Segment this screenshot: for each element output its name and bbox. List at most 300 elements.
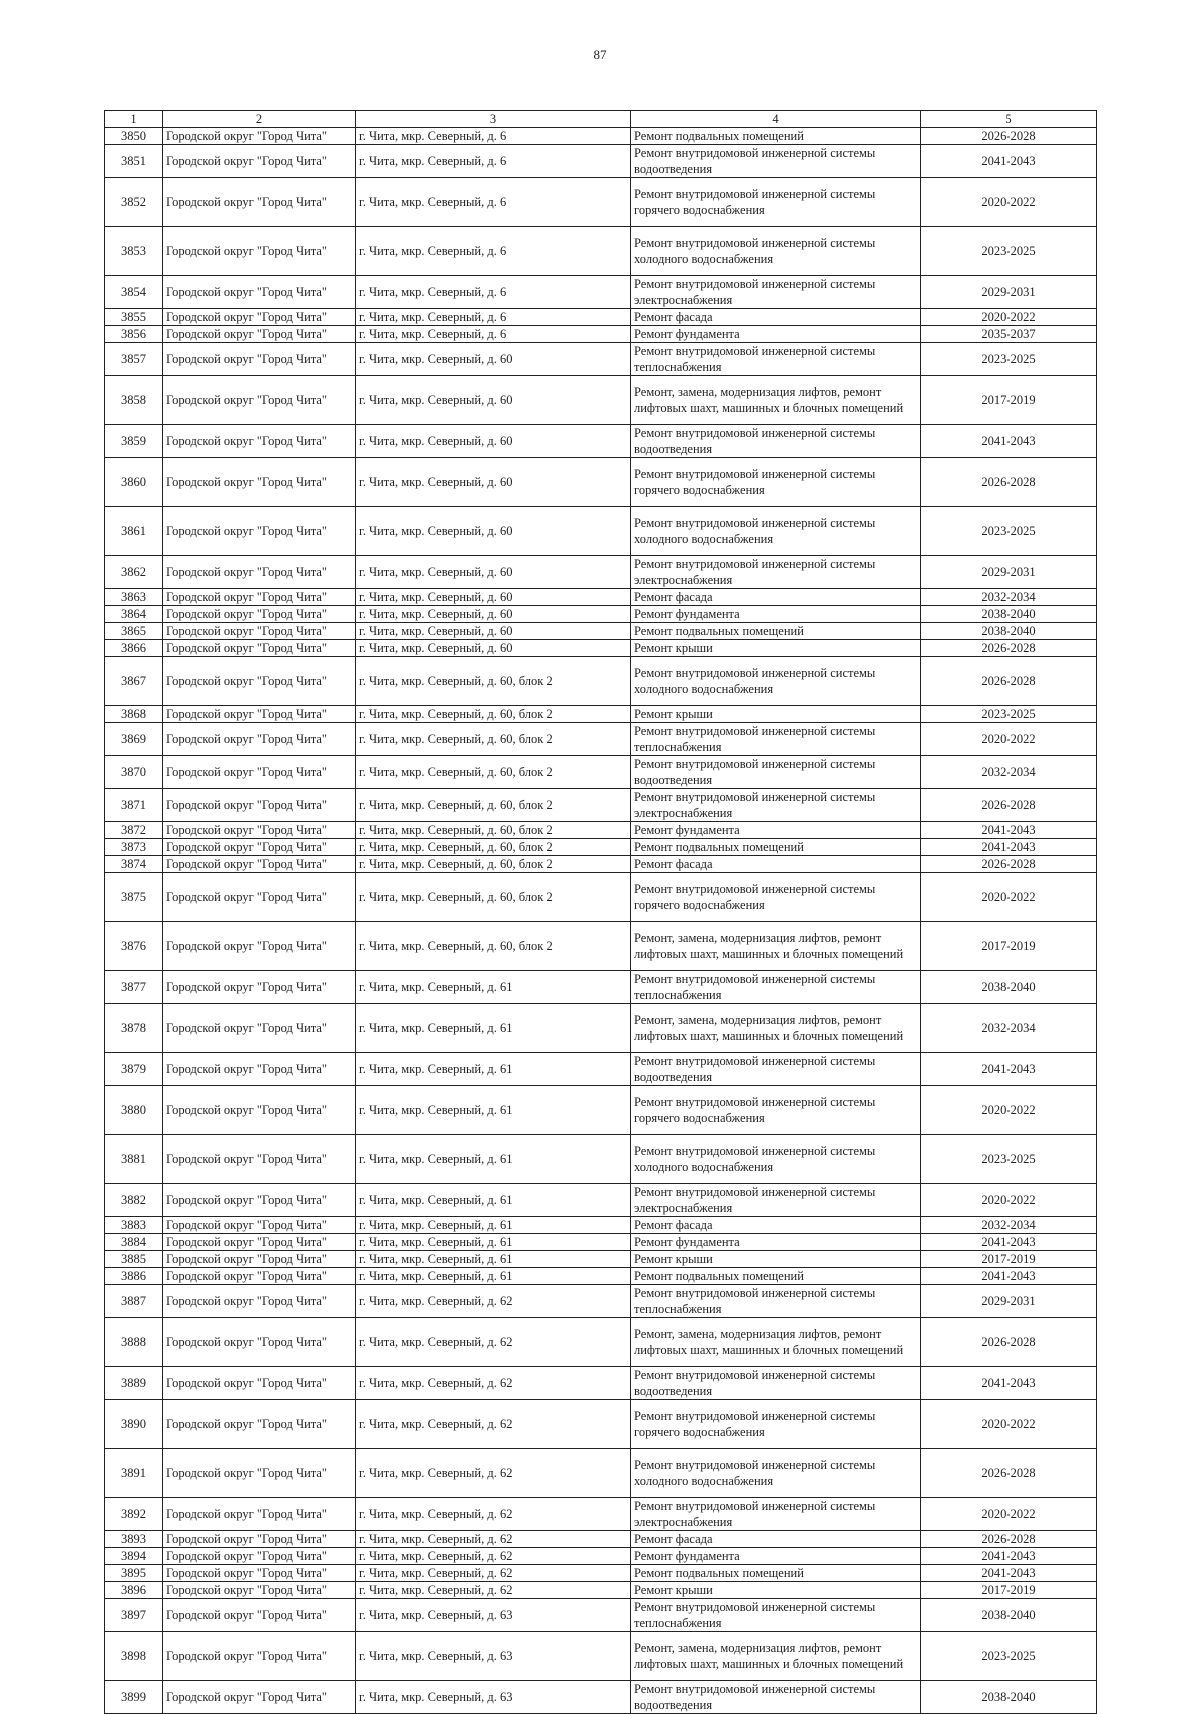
row-number-cell: 3890: [105, 1400, 163, 1449]
period-cell: 2032-2034: [921, 1004, 1097, 1053]
address-cell: г. Чита, мкр. Северный, д. 61: [356, 1053, 631, 1086]
row-number-cell: 3869: [105, 723, 163, 756]
municipality-cell: Городской округ "Город Чита": [163, 789, 356, 822]
table-row: [105, 1449, 1097, 1498]
row-number-cell: 3867: [105, 657, 163, 706]
table-row: [105, 1599, 1097, 1632]
address-cell: г. Чита, мкр. Северный, д. 60: [356, 458, 631, 507]
work-type-cell: Ремонт фасада: [631, 856, 921, 873]
address-cell: г. Чита, мкр. Северный, д. 61: [356, 1234, 631, 1251]
work-type-cell: Ремонт внутридомовой инженерной системы горячего водоснабжения: [631, 1400, 921, 1449]
work-type-cell: Ремонт внутридомовой инженерной системы водоотведения: [631, 145, 921, 178]
row-number-cell: 3886: [105, 1268, 163, 1285]
work-type-cell: Ремонт фасада: [631, 1217, 921, 1234]
row-number-cell: 3894: [105, 1548, 163, 1565]
row-number-cell: 3857: [105, 343, 163, 376]
period-cell: 2041-2043: [921, 1367, 1097, 1400]
work-type-cell: Ремонт внутридомовой инженерной системы холодного водоснабжения: [631, 1449, 921, 1498]
table-row: [105, 1004, 1097, 1053]
address-cell: г. Чита, мкр. Северный, д. 60: [356, 343, 631, 376]
period-cell: 2026-2028: [921, 128, 1097, 145]
table-body: [105, 128, 1097, 1714]
table-row: [105, 1632, 1097, 1681]
municipality-cell: Городской округ "Город Чита": [163, 723, 356, 756]
table-row: [105, 623, 1097, 640]
municipality-cell: Городской округ "Город Чита": [163, 1251, 356, 1268]
address-cell: г. Чита, мкр. Северный, д. 60: [356, 606, 631, 623]
table-row: [105, 971, 1097, 1004]
work-type-cell: Ремонт внутридомовой инженерной системы горячего водоснабжения: [631, 178, 921, 227]
row-number-cell: 3896: [105, 1582, 163, 1599]
row-number-cell: 3862: [105, 556, 163, 589]
row-number-cell: 3866: [105, 640, 163, 657]
municipality-cell: Городской округ "Город Чита": [163, 1632, 356, 1681]
municipality-cell: Городской округ "Город Чита": [163, 128, 356, 145]
municipality-cell: Городской округ "Город Чита": [163, 1582, 356, 1599]
period-cell: 2041-2043: [921, 425, 1097, 458]
table-row: [105, 1053, 1097, 1086]
row-number-cell: 3856: [105, 326, 163, 343]
municipality-cell: Городской округ "Город Чита": [163, 425, 356, 458]
work-type-cell: Ремонт внутридомовой инженерной системы водоотведения: [631, 1681, 921, 1714]
address-cell: г. Чита, мкр. Северный, д. 62: [356, 1531, 631, 1548]
address-cell: г. Чита, мкр. Северный, д. 60, блок 2: [356, 839, 631, 856]
row-number-cell: 3899: [105, 1681, 163, 1714]
table-row: [105, 128, 1097, 145]
table-row: [105, 276, 1097, 309]
row-number-cell: 3884: [105, 1234, 163, 1251]
municipality-cell: Городской округ "Город Чита": [163, 922, 356, 971]
address-cell: г. Чита, мкр. Северный, д. 60: [356, 640, 631, 657]
work-type-cell: Ремонт крыши: [631, 1251, 921, 1268]
address-cell: г. Чита, мкр. Северный, д. 60: [356, 623, 631, 640]
municipality-cell: Городской округ "Город Чита": [163, 1599, 356, 1632]
table-row: [105, 507, 1097, 556]
table-row: [105, 1251, 1097, 1268]
period-cell: 2041-2043: [921, 145, 1097, 178]
row-number-cell: 3891: [105, 1449, 163, 1498]
table-row: [105, 589, 1097, 606]
address-cell: г. Чита, мкр. Северный, д. 62: [356, 1498, 631, 1531]
work-type-cell: Ремонт внутридомовой инженерной системы электроснабжения: [631, 276, 921, 309]
period-cell: 2041-2043: [921, 1548, 1097, 1565]
period-cell: 2038-2040: [921, 1681, 1097, 1714]
address-cell: г. Чита, мкр. Северный, д. 60, блок 2: [356, 723, 631, 756]
row-number-cell: 3879: [105, 1053, 163, 1086]
work-type-cell: Ремонт крыши: [631, 1582, 921, 1599]
table-row: [105, 1086, 1097, 1135]
work-type-cell: Ремонт внутридомовой инженерной системы электроснабжения: [631, 1184, 921, 1217]
table-row: [105, 839, 1097, 856]
municipality-cell: Городской округ "Город Чита": [163, 1053, 356, 1086]
row-number-cell: 3872: [105, 822, 163, 839]
table-row: [105, 458, 1097, 507]
row-number-cell: 3877: [105, 971, 163, 1004]
row-number-cell: 3868: [105, 706, 163, 723]
municipality-cell: Городской округ "Город Чита": [163, 873, 356, 922]
table-row: [105, 606, 1097, 623]
table-row: [105, 1135, 1097, 1184]
row-number-cell: 3895: [105, 1565, 163, 1582]
period-cell: 2026-2028: [921, 1318, 1097, 1367]
address-cell: г. Чита, мкр. Северный, д. 61: [356, 1004, 631, 1053]
address-cell: г. Чита, мкр. Северный, д. 60, блок 2: [356, 873, 631, 922]
row-number-cell: 3873: [105, 839, 163, 856]
row-number-cell: 3860: [105, 458, 163, 507]
table-header-row: [105, 111, 1097, 128]
period-cell: 2023-2025: [921, 1135, 1097, 1184]
address-cell: г. Чита, мкр. Северный, д. 6: [356, 178, 631, 227]
row-number-cell: 3861: [105, 507, 163, 556]
period-cell: 2020-2022: [921, 723, 1097, 756]
work-type-cell: Ремонт внутридомовой инженерной системы электроснабжения: [631, 1498, 921, 1531]
row-number-cell: 3875: [105, 873, 163, 922]
address-cell: г. Чита, мкр. Северный, д. 6: [356, 227, 631, 276]
address-cell: г. Чита, мкр. Северный, д. 6: [356, 145, 631, 178]
address-cell: г. Чита, мкр. Северный, д. 61: [356, 1184, 631, 1217]
row-number-cell: 3854: [105, 276, 163, 309]
period-cell: 2020-2022: [921, 873, 1097, 922]
table-row: [105, 922, 1097, 971]
table-row: [105, 723, 1097, 756]
table-row: [105, 1268, 1097, 1285]
address-cell: г. Чита, мкр. Северный, д. 60, блок 2: [356, 856, 631, 873]
work-type-cell: Ремонт, замена, модернизация лифтов, ремонт лифтовых шахт, машинных и блочных помещений: [631, 1004, 921, 1053]
row-number-cell: 3865: [105, 623, 163, 640]
period-cell: 2041-2043: [921, 1565, 1097, 1582]
address-cell: г. Чита, мкр. Северный, д. 60: [356, 507, 631, 556]
municipality-cell: Городской округ "Город Чита": [163, 178, 356, 227]
period-cell: 2026-2028: [921, 640, 1097, 657]
row-number-cell: 3876: [105, 922, 163, 971]
work-type-cell: Ремонт, замена, модернизация лифтов, ремонт лифтовых шахт, машинных и блочных помещений: [631, 1632, 921, 1681]
municipality-cell: Городской округ "Город Чита": [163, 706, 356, 723]
work-type-cell: Ремонт внутридомовой инженерной системы горячего водоснабжения: [631, 1086, 921, 1135]
work-type-cell: Ремонт фундамента: [631, 326, 921, 343]
row-number-cell: 3859: [105, 425, 163, 458]
work-type-cell: Ремонт внутридомовой инженерной системы электроснабжения: [631, 556, 921, 589]
period-cell: 2017-2019: [921, 922, 1097, 971]
municipality-cell: Городской округ "Город Чита": [163, 145, 356, 178]
table-row: [105, 706, 1097, 723]
period-cell: 2023-2025: [921, 227, 1097, 276]
table-row: [105, 376, 1097, 425]
address-cell: г. Чита, мкр. Северный, д. 61: [356, 1135, 631, 1184]
period-cell: 2035-2037: [921, 326, 1097, 343]
municipality-cell: Городской округ "Город Чита": [163, 1217, 356, 1234]
table-row: [105, 1565, 1097, 1582]
municipality-cell: Городской округ "Город Чита": [163, 1565, 356, 1582]
municipality-cell: Городской округ "Город Чита": [163, 1498, 356, 1531]
municipality-cell: Городской округ "Город Чита": [163, 309, 356, 326]
work-type-cell: Ремонт внутридомовой инженерной системы теплоснабжения: [631, 723, 921, 756]
period-cell: 2032-2034: [921, 756, 1097, 789]
period-cell: 2023-2025: [921, 507, 1097, 556]
table-row: [105, 1681, 1097, 1714]
table-row: [105, 326, 1097, 343]
work-type-cell: Ремонт внутридомовой инженерной системы горячего водоснабжения: [631, 873, 921, 922]
period-cell: 2026-2028: [921, 1449, 1097, 1498]
municipality-cell: Городской округ "Город Чита": [163, 971, 356, 1004]
address-cell: г. Чита, мкр. Северный, д. 62: [356, 1318, 631, 1367]
municipality-cell: Городской округ "Город Чита": [163, 326, 356, 343]
work-type-cell: Ремонт внутридомовой инженерной системы холодного водоснабжения: [631, 657, 921, 706]
period-cell: 2041-2043: [921, 1234, 1097, 1251]
address-cell: г. Чита, мкр. Северный, д. 6: [356, 276, 631, 309]
table-row: [105, 1531, 1097, 1548]
municipality-cell: Городской округ "Город Чита": [163, 822, 356, 839]
table-row: [105, 1184, 1097, 1217]
work-type-cell: Ремонт внутридомовой инженерной системы холодного водоснабжения: [631, 507, 921, 556]
work-type-cell: Ремонт подвальных помещений: [631, 623, 921, 640]
municipality-cell: Городской округ "Город Чита": [163, 606, 356, 623]
municipality-cell: Городской округ "Город Чита": [163, 556, 356, 589]
row-number-cell: 3850: [105, 128, 163, 145]
table-row: [105, 756, 1097, 789]
municipality-cell: Городской округ "Город Чита": [163, 276, 356, 309]
table-row: [105, 822, 1097, 839]
address-cell: г. Чита, мкр. Северный, д. 62: [356, 1449, 631, 1498]
municipality-cell: Городской округ "Город Чита": [163, 1548, 356, 1565]
table-row: [105, 227, 1097, 276]
period-cell: 2026-2028: [921, 657, 1097, 706]
period-cell: 2023-2025: [921, 343, 1097, 376]
period-cell: 2020-2022: [921, 1184, 1097, 1217]
table-row: [105, 856, 1097, 873]
table-row: [105, 1367, 1097, 1400]
municipality-cell: Городской округ "Город Чита": [163, 1268, 356, 1285]
work-type-cell: Ремонт, замена, модернизация лифтов, ремонт лифтовых шахт, машинных и блочных помещений: [631, 922, 921, 971]
address-cell: г. Чита, мкр. Северный, д. 60, блок 2: [356, 756, 631, 789]
address-cell: г. Чита, мкр. Северный, д. 62: [356, 1367, 631, 1400]
municipality-cell: Городской округ "Город Чита": [163, 1681, 356, 1714]
period-cell: 2026-2028: [921, 458, 1097, 507]
work-type-cell: Ремонт внутридомовой инженерной системы водоотведения: [631, 1367, 921, 1400]
municipality-cell: Городской округ "Город Чита": [163, 1234, 356, 1251]
period-cell: 2032-2034: [921, 589, 1097, 606]
period-cell: 2041-2043: [921, 822, 1097, 839]
address-cell: г. Чита, мкр. Северный, д. 62: [356, 1400, 631, 1449]
municipality-cell: Городской округ "Город Чита": [163, 1531, 356, 1548]
work-type-cell: Ремонт фасада: [631, 309, 921, 326]
table-row: [105, 145, 1097, 178]
table-row: [105, 343, 1097, 376]
period-cell: 2029-2031: [921, 1285, 1097, 1318]
column-header-5: 5: [921, 111, 1097, 128]
period-cell: 2020-2022: [921, 1498, 1097, 1531]
work-type-cell: Ремонт, замена, модернизация лифтов, ремонт лифтовых шахт, машинных и блочных помещений: [631, 376, 921, 425]
address-cell: г. Чита, мкр. Северный, д. 61: [356, 1251, 631, 1268]
row-number-cell: 3882: [105, 1184, 163, 1217]
table-row: [105, 1217, 1097, 1234]
municipality-cell: Городской округ "Город Чита": [163, 227, 356, 276]
period-cell: 2032-2034: [921, 1217, 1097, 1234]
municipality-cell: Городской округ "Город Чита": [163, 640, 356, 657]
address-cell: г. Чита, мкр. Северный, д. 60, блок 2: [356, 657, 631, 706]
address-cell: г. Чита, мкр. Северный, д. 6: [356, 128, 631, 145]
work-type-cell: Ремонт фундамента: [631, 606, 921, 623]
work-type-cell: Ремонт крыши: [631, 640, 921, 657]
table-row: [105, 556, 1097, 589]
address-cell: г. Чита, мкр. Северный, д. 61: [356, 1268, 631, 1285]
table-row: [105, 640, 1097, 657]
period-cell: 2017-2019: [921, 1251, 1097, 1268]
municipality-cell: Городской округ "Город Чита": [163, 507, 356, 556]
address-cell: г. Чита, мкр. Северный, д. 60, блок 2: [356, 789, 631, 822]
work-type-cell: Ремонт внутридомовой инженерной системы водоотведения: [631, 425, 921, 458]
address-cell: г. Чита, мкр. Северный, д. 63: [356, 1632, 631, 1681]
row-number-cell: 3881: [105, 1135, 163, 1184]
period-cell: 2020-2022: [921, 1086, 1097, 1135]
table-row: [105, 425, 1097, 458]
table-row: [105, 1318, 1097, 1367]
work-type-cell: Ремонт фасада: [631, 589, 921, 606]
row-number-cell: 3870: [105, 756, 163, 789]
work-type-cell: Ремонт, замена, модернизация лифтов, ремонт лифтовых шахт, машинных и блочных помещений: [631, 1318, 921, 1367]
work-type-cell: Ремонт внутридомовой инженерной системы электроснабжения: [631, 789, 921, 822]
address-cell: г. Чита, мкр. Северный, д. 61: [356, 1086, 631, 1135]
municipality-cell: Городской округ "Город Чита": [163, 756, 356, 789]
table-row: [105, 1498, 1097, 1531]
address-cell: г. Чита, мкр. Северный, д. 60, блок 2: [356, 706, 631, 723]
table-row: [105, 657, 1097, 706]
work-type-cell: Ремонт подвальных помещений: [631, 839, 921, 856]
period-cell: 2026-2028: [921, 789, 1097, 822]
period-cell: 2023-2025: [921, 706, 1097, 723]
period-cell: 2023-2025: [921, 1632, 1097, 1681]
municipality-cell: Городской округ "Город Чита": [163, 1135, 356, 1184]
address-cell: г. Чита, мкр. Северный, д. 62: [356, 1285, 631, 1318]
municipality-cell: Городской округ "Город Чита": [163, 1318, 356, 1367]
table-row: [105, 1582, 1097, 1599]
municipality-cell: Городской округ "Город Чита": [163, 1285, 356, 1318]
address-cell: г. Чита, мкр. Северный, д. 61: [356, 1217, 631, 1234]
period-cell: 2041-2043: [921, 1053, 1097, 1086]
row-number-cell: 3853: [105, 227, 163, 276]
work-type-cell: Ремонт крыши: [631, 706, 921, 723]
row-number-cell: 3888: [105, 1318, 163, 1367]
address-cell: г. Чита, мкр. Северный, д. 60: [356, 556, 631, 589]
period-cell: 2041-2043: [921, 839, 1097, 856]
row-number-cell: 3885: [105, 1251, 163, 1268]
row-number-cell: 3889: [105, 1367, 163, 1400]
work-type-cell: Ремонт внутридомовой инженерной системы теплоснабжения: [631, 343, 921, 376]
row-number-cell: 3880: [105, 1086, 163, 1135]
work-type-cell: Ремонт фундамента: [631, 822, 921, 839]
table-row: [105, 309, 1097, 326]
municipality-cell: Городской округ "Город Чита": [163, 376, 356, 425]
municipality-cell: Городской округ "Город Чита": [163, 1086, 356, 1135]
municipality-cell: Городской округ "Город Чита": [163, 1184, 356, 1217]
row-number-cell: 3871: [105, 789, 163, 822]
column-header-2: 2: [163, 111, 356, 128]
period-cell: 2020-2022: [921, 178, 1097, 227]
page-number: 87: [593, 47, 607, 62]
period-cell: 2038-2040: [921, 623, 1097, 640]
work-type-cell: Ремонт фундамента: [631, 1548, 921, 1565]
address-cell: г. Чита, мкр. Северный, д. 63: [356, 1599, 631, 1632]
municipality-cell: Городской округ "Город Чита": [163, 458, 356, 507]
work-type-cell: Ремонт внутридомовой инженерной системы холодного водоснабжения: [631, 1135, 921, 1184]
table-row: [105, 873, 1097, 922]
address-cell: г. Чита, мкр. Северный, д. 62: [356, 1582, 631, 1599]
row-number-cell: 3893: [105, 1531, 163, 1548]
municipality-cell: Городской округ "Город Чита": [163, 589, 356, 606]
municipality-cell: Городской округ "Город Чита": [163, 1004, 356, 1053]
period-cell: 2038-2040: [921, 1599, 1097, 1632]
row-number-cell: 3892: [105, 1498, 163, 1531]
address-cell: г. Чита, мкр. Северный, д. 60: [356, 376, 631, 425]
municipality-cell: Городской округ "Город Чита": [163, 657, 356, 706]
table-row: [105, 1400, 1097, 1449]
column-header-1: 1: [105, 111, 163, 128]
row-number-cell: 3855: [105, 309, 163, 326]
period-cell: 2026-2028: [921, 856, 1097, 873]
work-type-cell: Ремонт фасада: [631, 1531, 921, 1548]
period-cell: 2017-2019: [921, 376, 1097, 425]
address-cell: г. Чита, мкр. Северный, д. 62: [356, 1548, 631, 1565]
row-number-cell: 3883: [105, 1217, 163, 1234]
row-number-cell: 3878: [105, 1004, 163, 1053]
work-type-cell: Ремонт фундамента: [631, 1234, 921, 1251]
work-type-cell: Ремонт подвальных помещений: [631, 1565, 921, 1582]
municipality-cell: Городской округ "Город Чита": [163, 1400, 356, 1449]
row-number-cell: 3898: [105, 1632, 163, 1681]
work-type-cell: Ремонт подвальных помещений: [631, 128, 921, 145]
row-number-cell: 3897: [105, 1599, 163, 1632]
period-cell: 2041-2043: [921, 1268, 1097, 1285]
row-number-cell: 3887: [105, 1285, 163, 1318]
table-row: [105, 1234, 1097, 1251]
table-row: [105, 178, 1097, 227]
row-number-cell: 3874: [105, 856, 163, 873]
period-cell: 2029-2031: [921, 556, 1097, 589]
work-type-cell: Ремонт внутридомовой инженерной системы теплоснабжения: [631, 971, 921, 1004]
work-type-cell: Ремонт внутридомовой инженерной системы водоотведения: [631, 1053, 921, 1086]
period-cell: 2029-2031: [921, 276, 1097, 309]
row-number-cell: 3864: [105, 606, 163, 623]
period-cell: 2017-2019: [921, 1582, 1097, 1599]
address-cell: г. Чита, мкр. Северный, д. 6: [356, 326, 631, 343]
municipality-cell: Городской округ "Город Чита": [163, 343, 356, 376]
repair-schedule-table: [104, 110, 1097, 1714]
period-cell: 2020-2022: [921, 309, 1097, 326]
period-cell: 2038-2040: [921, 971, 1097, 1004]
period-cell: 2038-2040: [921, 606, 1097, 623]
address-cell: г. Чита, мкр. Северный, д. 62: [356, 1565, 631, 1582]
address-cell: г. Чита, мкр. Северный, д. 6: [356, 309, 631, 326]
period-cell: 2020-2022: [921, 1400, 1097, 1449]
column-header-3: 3: [356, 111, 631, 128]
column-header-4: 4: [631, 111, 921, 128]
address-cell: г. Чита, мкр. Северный, д. 60, блок 2: [356, 922, 631, 971]
municipality-cell: Городской округ "Город Чита": [163, 856, 356, 873]
municipality-cell: Городской округ "Город Чита": [163, 1367, 356, 1400]
address-cell: г. Чита, мкр. Северный, д. 61: [356, 971, 631, 1004]
address-cell: г. Чита, мкр. Северный, д. 63: [356, 1681, 631, 1714]
work-type-cell: Ремонт подвальных помещений: [631, 1268, 921, 1285]
row-number-cell: 3863: [105, 589, 163, 606]
address-cell: г. Чита, мкр. Северный, д. 60: [356, 425, 631, 458]
address-cell: г. Чита, мкр. Северный, д. 60: [356, 589, 631, 606]
table-row: [105, 1285, 1097, 1318]
row-number-cell: 3851: [105, 145, 163, 178]
address-cell: г. Чита, мкр. Северный, д. 60, блок 2: [356, 822, 631, 839]
work-type-cell: Ремонт внутридомовой инженерной системы теплоснабжения: [631, 1285, 921, 1318]
table-row: [105, 789, 1097, 822]
table-row: [105, 1548, 1097, 1565]
period-cell: 2026-2028: [921, 1531, 1097, 1548]
